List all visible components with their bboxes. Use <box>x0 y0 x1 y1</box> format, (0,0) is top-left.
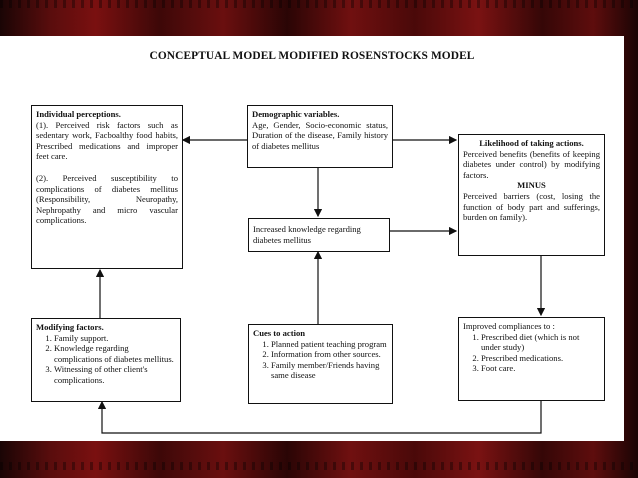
top-stripe <box>0 0 638 8</box>
improved-compliance-box <box>458 317 605 401</box>
modifying-list <box>36 333 176 386</box>
demographic-variables-box <box>247 105 393 168</box>
compliance-item: 1. Prescribed diet (which is not under study) <box>481 332 600 353</box>
modifying-factors-box <box>31 318 181 402</box>
individual-heading: Individual perceptions. <box>36 109 121 119</box>
demographic-text: Age, Gender, Socio-economic status, Duration of the disease, Family history of diabetes mellitus <box>252 119 388 151</box>
cues-to-action-box <box>248 324 393 404</box>
compliance-item: 2. Prescribed medications. <box>481 353 600 364</box>
bottom-stripe <box>0 462 638 470</box>
individual-risk-factors: (1). Perceived risk factors such as sedentary work, Facboalthy food habits, Prescribed medications and improper feet care. <box>36 119 178 162</box>
cues-heading: Cues to action <box>253 328 306 338</box>
demographic-heading: Demographic variables. <box>252 109 340 119</box>
individual-perceptions-box <box>31 105 183 269</box>
arrow-compliance-to-modifying <box>102 401 541 433</box>
modifying-item: 1. Family support. <box>54 333 176 344</box>
likelihood-minus: MINUS <box>517 180 546 191</box>
slide <box>0 36 624 441</box>
compliance-item: 3. Foot care. <box>481 363 600 374</box>
cues-item: 2. Information from other sources. <box>271 349 388 360</box>
likelihood-heading: Likelihood of taking actions. <box>479 138 584 148</box>
modifying-heading: Modifying factors. <box>36 322 104 332</box>
likelihood-benefits: Perceived benefits (benefits of keeping diabetes under control) by modifying factors. <box>463 148 600 180</box>
cues-item: 3. Family member/Friends having same disease <box>271 360 388 381</box>
compliance-list <box>463 332 600 374</box>
individual-susceptibility: (2). Perceived susceptibility to complications of diabetes mellitus (Responsibility, Neuropathy, Nephropathy and micro vascular complications. <box>36 172 178 226</box>
increased-knowledge-box <box>248 218 390 252</box>
diagram-title: CONCEPTUAL MODEL MODIFIED ROSENSTOCKS MODEL <box>149 50 475 62</box>
knowledge-text: Increased knowledge regarding diabetes mellitus <box>253 224 361 245</box>
cues-list <box>253 339 388 381</box>
likelihood-barriers: Perceived barriers (cost, losing the function of body part and sufferings, burden on family). <box>463 190 600 223</box>
cues-item: 1. Planned patient teaching program <box>271 339 388 350</box>
modifying-item: 3. Witnessing of other client's complications. <box>54 364 176 385</box>
modifying-item: 2. Knowledge regarding complications of diabetes mellitus. <box>54 343 176 364</box>
compliance-heading: Improved compliances to : <box>463 321 555 331</box>
likelihood-box <box>458 134 605 256</box>
